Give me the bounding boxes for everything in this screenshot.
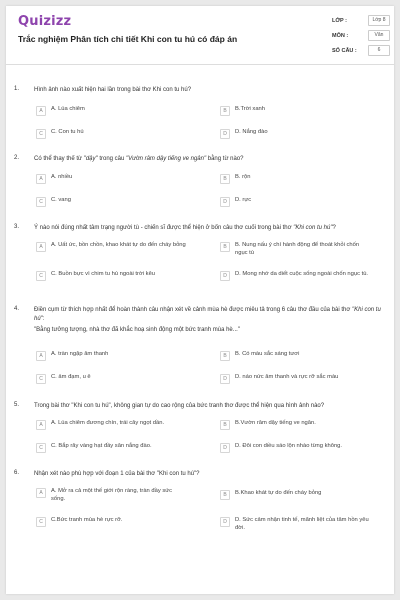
- option-text: B. Có màu sắc sáng tươi: [235, 351, 300, 357]
- worksheet-meta: [332, 13, 390, 58]
- option-letter: D: [220, 197, 230, 207]
- option-text: B.Trời xanh: [235, 106, 266, 112]
- option-text: A. Lúa chiêm: [51, 106, 85, 112]
- question-text-part: Nhận xét nào phù hợp với đoạn 1 của bài thơ "Khi con tu hú"?: [34, 471, 200, 477]
- option-b[interactable]: [220, 174, 370, 184]
- option-text: D. Nắng đào: [235, 129, 268, 135]
- option-letter: B: [220, 174, 230, 184]
- option-text: A. Uất ức, bồn chồn, khao khát tự do đến cháy bỏng: [51, 242, 186, 248]
- meta-value: 6: [368, 45, 390, 56]
- option-b[interactable]: [220, 490, 370, 500]
- option-text: C. Con tu hú: [51, 129, 84, 135]
- option-text: C. ảm đạm, u ê: [51, 374, 91, 380]
- option-letter: B: [220, 242, 230, 252]
- option-text: B. Nung nấu ý chí hành động để thoát khỏi chốn ngục tù: [235, 242, 360, 256]
- question-text: [34, 402, 384, 411]
- option-letter: B: [220, 490, 230, 500]
- question-text: [34, 224, 384, 233]
- question-text-part: Điền cụm từ thích hợp nhất để hoàn thành câu nhận xét về cảnh mùa hè được miêu tả trong 6 câu thơ đầu của bài thơ: [34, 307, 352, 313]
- question-text-part: trong câu: [97, 156, 127, 162]
- option-b[interactable]: [220, 242, 370, 257]
- option-letter: D: [220, 443, 230, 453]
- option-c[interactable]: [36, 517, 186, 527]
- option-text: D. Mong nhớ da diết cuộc sống ngoài chốn ngục tù.: [235, 271, 369, 277]
- option-letter: C: [36, 271, 46, 281]
- option-text: B.Khao khát tự do đến cháy bỏng: [235, 490, 322, 496]
- question-text-part: :: [42, 315, 45, 322]
- option-c[interactable]: [36, 197, 186, 207]
- question-text-italic: "dậy": [83, 156, 98, 162]
- option-letter: C: [36, 197, 46, 207]
- option-text: C. Bắp rây vàng hạt đầy sân nắng đào.: [51, 443, 152, 449]
- option-a[interactable]: [36, 106, 186, 116]
- question-number: 5.: [14, 402, 20, 408]
- option-b[interactable]: [220, 106, 370, 116]
- question-text-part: Trong bài thơ "Khi con tu hú", không gian tự do cao rộng của bức tranh thơ được thể hiện qua hình ảnh nào?: [34, 403, 325, 409]
- option-text: A. tràn ngập âm thanh: [51, 351, 109, 357]
- option-letter: A: [36, 242, 46, 252]
- option-letter: A: [36, 488, 46, 498]
- question-number: 6.: [14, 470, 20, 476]
- worksheet-header: [6, 6, 394, 65]
- option-d[interactable]: [220, 374, 370, 384]
- option-letter: C: [36, 129, 46, 139]
- question-text-part: Hình ảnh nào xuất hiện hai lần trong bài thơ Khi con tu hú?: [34, 87, 192, 93]
- option-d[interactable]: [220, 129, 370, 139]
- question-quote: "Bằng tưởng tượng, nhà thơ đã khắc hoạ sinh động một bức tranh mùa hè...": [34, 327, 240, 333]
- option-text: D. Đôi con diều sáo lộn nhào từng không.: [235, 443, 343, 449]
- option-letter: D: [220, 374, 230, 384]
- option-c[interactable]: [36, 271, 186, 281]
- option-a[interactable]: [36, 420, 186, 430]
- worksheet-title: Trắc nghiệm Phân tích chi tiết Khi con tu hú có đáp án: [18, 34, 238, 44]
- question-text-part: bằng từ nào?: [206, 156, 244, 162]
- question-number: 2.: [14, 155, 20, 161]
- option-d[interactable]: [220, 517, 370, 532]
- meta-value: Lớp 8: [368, 15, 390, 26]
- option-b[interactable]: [220, 420, 370, 430]
- option-d[interactable]: [220, 271, 370, 281]
- option-letter: B: [220, 420, 230, 430]
- question-text-part: Ý nào nói đúng nhất tâm trạng người tù - chiến sĩ được thể hiện ở bốn câu thơ cuối trong bài thơ: [34, 225, 294, 231]
- meta-value: Văn: [368, 30, 390, 41]
- option-c[interactable]: [36, 443, 186, 453]
- option-text: D. Sức cảm nhận tinh tế, mãnh liệt của tâm hồn yêu đời.: [235, 517, 369, 531]
- option-d[interactable]: [220, 197, 370, 207]
- question-text-italic: "Khi con tu hú": [34, 307, 381, 322]
- question-number: 4.: [14, 306, 20, 312]
- question-number: 1.: [14, 86, 20, 92]
- question-text-part: ?: [332, 225, 336, 231]
- question-text-part: Có thể thay thế từ: [34, 156, 84, 162]
- question-text: [34, 86, 384, 95]
- option-d[interactable]: [220, 443, 370, 453]
- option-text: D. náo nức âm thanh và rực rỡ sắc màu: [235, 374, 339, 380]
- option-text: C. Buồn bực vì chim tu hú ngoài trời kêu: [51, 271, 156, 277]
- question-text: [34, 155, 384, 164]
- meta-row-grade: [332, 13, 390, 28]
- option-letter: A: [36, 106, 46, 116]
- option-a[interactable]: [36, 351, 186, 361]
- option-a[interactable]: [36, 174, 186, 184]
- option-letter: B: [220, 106, 230, 116]
- option-letter: A: [36, 420, 46, 430]
- option-c[interactable]: [36, 374, 186, 384]
- option-letter: C: [36, 517, 46, 527]
- option-text: A. nhiều: [51, 174, 73, 180]
- meta-row-subject: [332, 28, 390, 43]
- question-text-italic: "Khi con tu hú": [293, 225, 333, 231]
- option-text: B. rộn: [235, 174, 251, 180]
- option-text: A. Lúa chiêm đương chín, trái cây ngọt dần.: [51, 420, 165, 426]
- option-a[interactable]: [36, 488, 186, 503]
- option-letter: D: [220, 271, 230, 281]
- option-text: C.Bức tranh mùa hè rực rỡ.: [51, 517, 123, 523]
- question-text: [34, 306, 384, 335]
- meta-label: MÔN :: [332, 32, 349, 39]
- meta-label: LỚP :: [332, 17, 347, 24]
- question-text: [34, 470, 384, 479]
- meta-label: SỐ CÂU :: [332, 47, 357, 54]
- option-text: C. vang: [51, 197, 71, 203]
- option-text: A. Mở ra cả một thế giới rộn ràng, tràn đầy sức sống.: [51, 488, 173, 502]
- option-letter: D: [220, 517, 230, 527]
- option-b[interactable]: [220, 351, 370, 361]
- meta-row-count: [332, 43, 390, 58]
- question-text-italic: "Vườn râm dậy tiếng ve ngân": [126, 156, 207, 162]
- worksheet-page: [6, 6, 394, 594]
- option-letter: A: [36, 351, 46, 361]
- option-c[interactable]: [36, 129, 186, 139]
- option-letter: B: [220, 351, 230, 361]
- option-text: B.Vườn râm dậy tiếng ve ngân.: [235, 420, 316, 426]
- option-text: D. rực: [235, 197, 252, 203]
- option-a[interactable]: [36, 242, 186, 252]
- option-letter: D: [220, 129, 230, 139]
- option-letter: A: [36, 174, 46, 184]
- question-number: 3.: [14, 224, 20, 230]
- quizizz-logo: Quizizz: [18, 14, 72, 29]
- option-letter: C: [36, 443, 46, 453]
- option-letter: C: [36, 374, 46, 384]
